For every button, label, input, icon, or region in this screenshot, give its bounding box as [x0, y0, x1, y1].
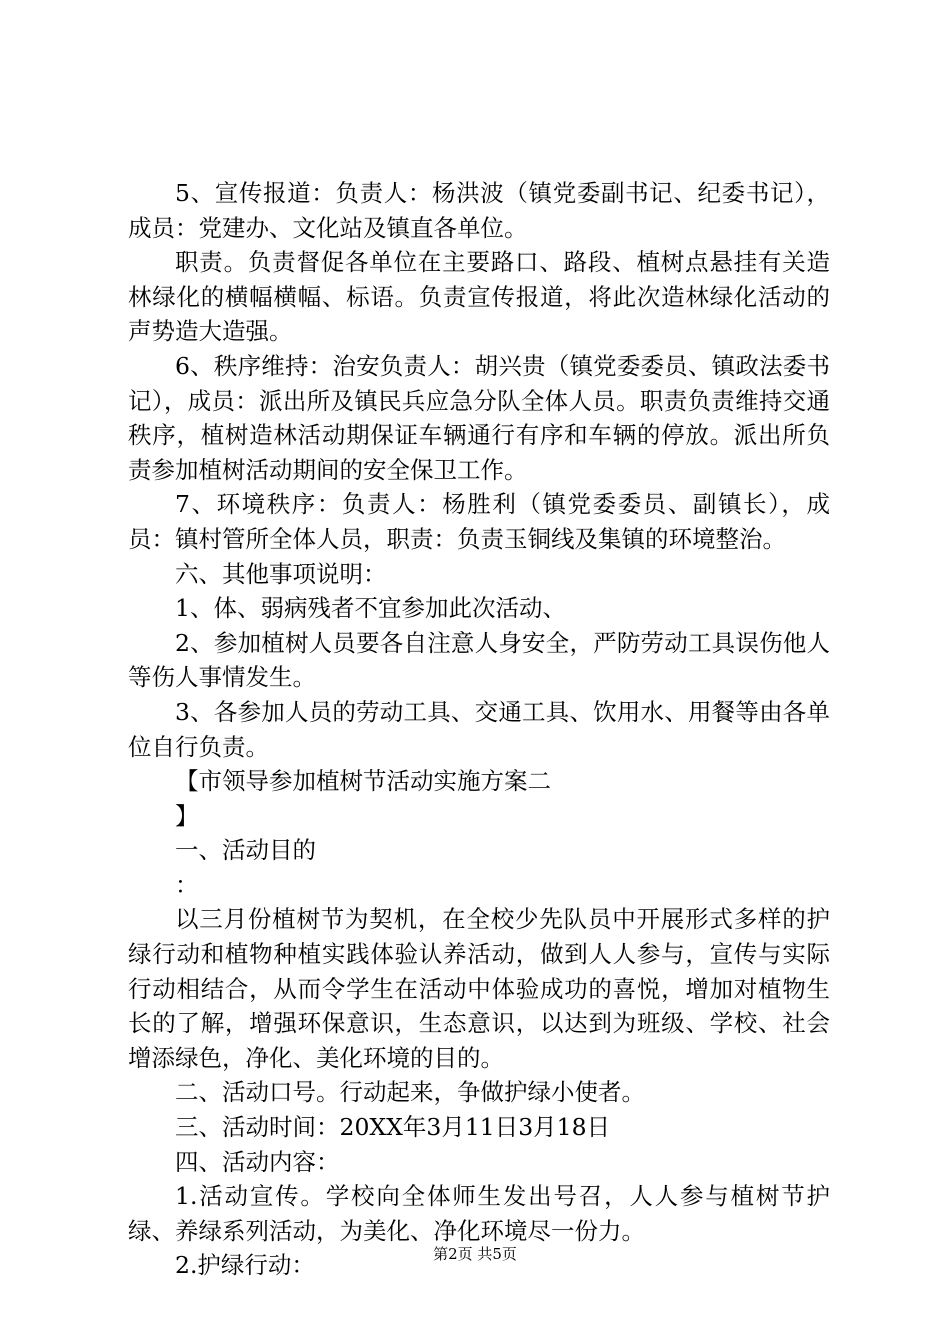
paragraph-activity-publicity: 1.活动宣传。学校向全体师生发出号召，人人参与植树节护绿、养绿系列活动，为美化、净化环境尽一份力。: [128, 1182, 830, 1245]
plan-title-bracket: 】: [175, 801, 199, 830]
section-heading-purpose: 一、活动目的: [175, 836, 316, 865]
paragraph-green-action: 2.护绿行动：: [175, 1251, 315, 1280]
list-item: 2、参加植树人员要各自注意人身安全，严防劳动工具误伤他人等伤人事情发生。: [128, 628, 830, 692]
paragraph-publicity-duty: 职责。负责督促各单位在主要路口、路段、植树点悬挂有关造林绿化的横幅横幅、标语。负责宣传报道，将此次造林绿化活动的声势造大造强。: [128, 248, 830, 346]
section-heading-content: 四、活动内容：: [175, 1147, 340, 1176]
plan-title: 【市领导参加植树节活动实施方案二: [175, 767, 551, 796]
paragraph-order: 6、秩序维持：治安负责人：胡兴贵（镇党委委员、镇政法委书记），成员：派出所及镇民兵应急分队全体人员。职责负责维持交通秩序，植树造林活动期保证车辆通行有序和车辆的停放。派出所负责参加植树活动期间的安全保卫工作。: [128, 351, 830, 484]
document-body: [128, 176, 830, 1283]
section-heading-slogan: 二、活动口号。行动起来，争做护绿小使者。: [175, 1078, 645, 1107]
page-footer: 第2页 共5页: [433, 1245, 517, 1263]
paragraph-purpose: 以三月份植树节为契机，在全校少先队员中开展形式多样的护绿行动和植物种植实践体验认养活动，做到人人参与，宣传与实际行动相结合，从而令学生在活动中体验成功的喜悦，增加对植物生长的了解，增强环保意识，生态意识，以达到为班级、学校、社会增添绿色，净化、美化环境的目的。: [128, 905, 830, 1072]
paragraph-environment: 7、环境秩序：负责人：杨胜利（镇党委委员、副镇长），成员：镇村管所全体人员，职责：负责玉铜线及集镇的环境整治。: [128, 490, 830, 553]
list-item: 1、体、弱病残者不宜参加此次活动、: [175, 594, 566, 623]
paragraph-publicity: 5、宣传报道：负责人：杨洪波（镇党委副书记、纪委书记），成员：党建办、文化站及镇直各单位。: [128, 179, 830, 242]
section-heading-other-matters: 六、其他事项说明：: [175, 559, 387, 588]
list-item: 3、各参加人员的劳动工具、交通工具、饮用水、用餐等由各单位自行负责。: [128, 697, 830, 761]
section-heading-colon: ：: [175, 870, 199, 899]
section-heading-time: 三、活动时间：20XX年3月11日3月18日: [175, 1113, 611, 1142]
